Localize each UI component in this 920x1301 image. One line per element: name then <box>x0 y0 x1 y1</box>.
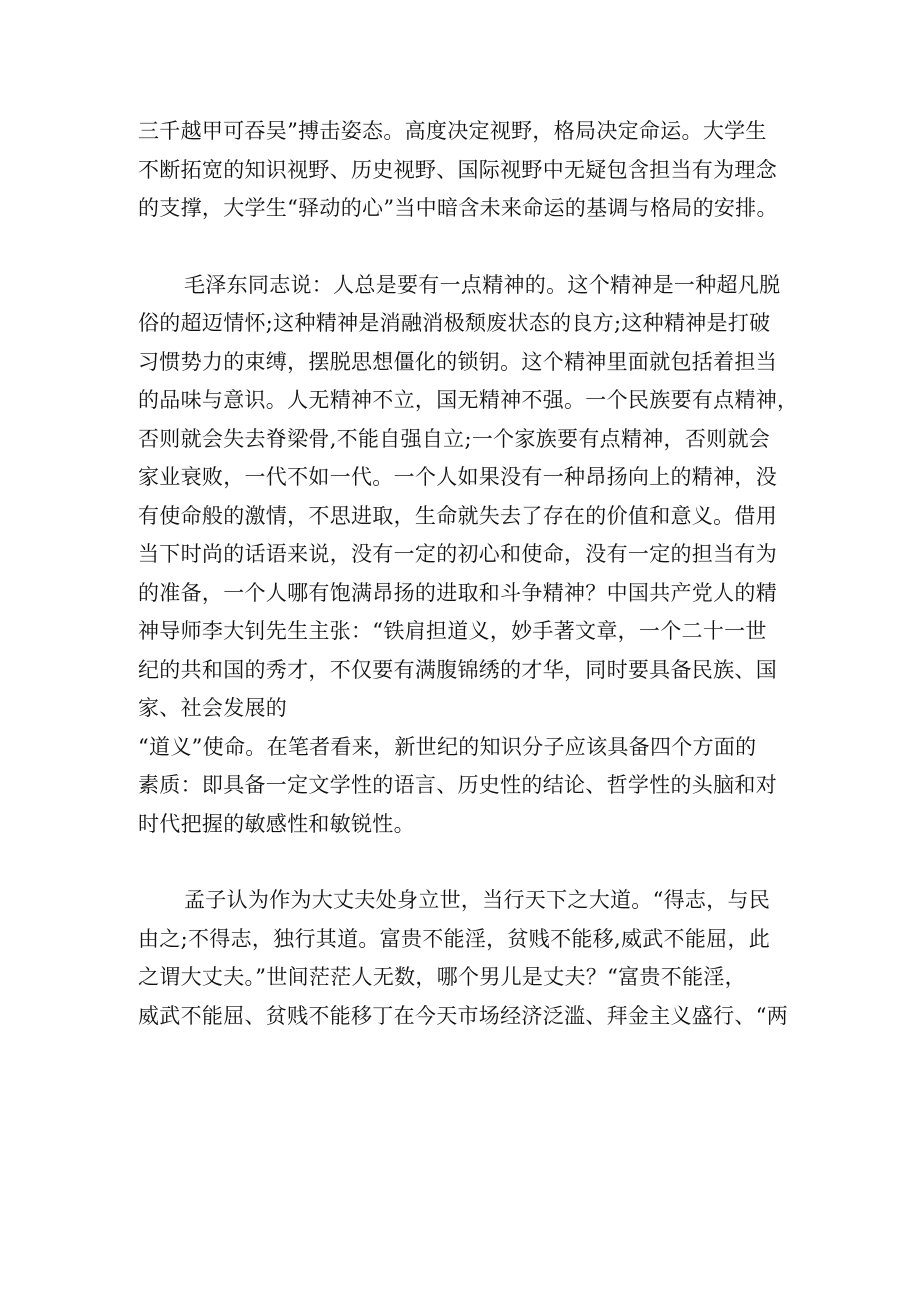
document-page <box>138 112 798 1035</box>
paragraph-1 <box>138 112 798 228</box>
text-line: “道义”使命。在笔者看来，新世纪的知识分子应该具备四个方面的 <box>138 734 757 759</box>
text-line: 素质：即具备一定文学性的语言、历史性的结论、哲学性的头脑和对 <box>138 773 777 797</box>
paragraph-spacer <box>138 228 798 266</box>
text-line: 由之;不得志，独行其道。富贵不能淫，贫贱不能移,威武不能屈，此 <box>138 926 771 951</box>
text-line: 孟子认为作为大丈夫处身立世，当行天下之大道。“得志，与民 <box>184 888 771 912</box>
text-line: 之谓大丈夫。”世间茫茫人无数，哪个男儿是丈夫？“富贵不能淫， <box>138 965 746 989</box>
text-line: 的准备，一个人哪有饱满昂扬的进取和斗争精神？中国共产党人的精 <box>138 580 777 605</box>
text-line: 的支撑，大学生“驿动的心”当中暗含未来命运的基调与格局的安排。 <box>138 196 778 220</box>
paragraph-2 <box>138 266 798 844</box>
paragraph-spacer <box>138 843 798 881</box>
text-line: 家、社会发展的 <box>138 696 288 720</box>
paragraph-3 <box>138 881 798 1035</box>
text-line: 不断拓宽的知识视野、历史视野、国际视野中无疑包含担当有为理念 <box>138 157 777 182</box>
text-line: 俗的超迈情怀;这种精神是消融消极颓废状态的良方;这种精神是打破 <box>138 311 771 335</box>
text-line: 否则就会失去脊梁骨,不能自强自立;一个家族要有点精神，否则就会 <box>138 426 771 451</box>
text-line: 当下时尚的话语来说，没有一定的初心和使命，没有一定的担当有为 <box>138 542 777 566</box>
text-line: 时代把握的敏感性和敏锐性。 <box>138 811 415 836</box>
text-line: 威武不能屈、贫贱不能移丁在今天市场经济泛滥、拜金主义盛行、“两 <box>138 1003 789 1028</box>
text-line: 三千越甲可吞吴”搏击姿态。高度决定视野，格局决定命运。大学生 <box>138 119 767 143</box>
text-line: 纪的共和国的秀才，不仅要有满腹锦绣的才华，同时要具备民族、国 <box>138 657 777 682</box>
text-line: 的品味与意识。人无精神不立，国无精神不强。一个民族要有点精神， <box>138 388 799 412</box>
text-line: 家业衰败，一代不如一代。一个人如果没有一种昂扬向上的精神，没 <box>138 465 777 489</box>
text-line: 毛泽东同志说：人总是要有一点精神的。这个精神是一种超凡脱 <box>184 272 781 297</box>
text-line: 习惯势力的束缚，摆脱思想僵化的锁钥。这个精神里面就包括着担当 <box>138 349 777 374</box>
text-line: 有使命般的激情，不思进取，生命就失去了存在的价值和意义。借用 <box>138 503 777 528</box>
text-line: 神导师李大钊先生主张：“铁肩担道义，妙手著文章，一个二十一世 <box>138 619 767 643</box>
